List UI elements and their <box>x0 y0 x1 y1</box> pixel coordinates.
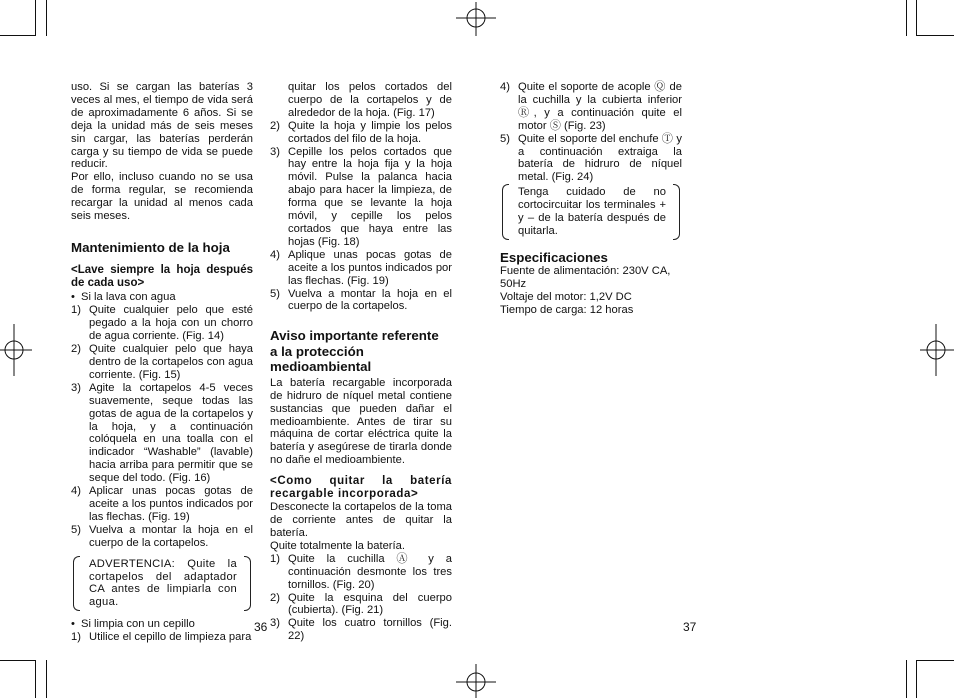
crop-mark <box>916 35 954 36</box>
bullet-item <box>71 618 253 631</box>
environment-text: La batería recargable incorporada de hidruro de níquel metal contiene sustancias que pueden dañar el medioambiente. Antes de tirar su máquina de cortar eléctrica quite la batería y asegúrese de tirarla donde no dañe el medioambiente. <box>270 376 452 467</box>
crop-mark <box>0 660 36 661</box>
crop-mark <box>906 660 907 698</box>
battery-removal-subheading: <Como quitar la batería recargable incorporada> <box>270 475 452 501</box>
spec-line: Fuente de alimentación: 230V CA, 50Hz <box>500 265 671 291</box>
crop-mark <box>906 0 907 36</box>
step-text: Aplique unas pocas gotas de aceite a los puntos indicados por las flechas. (Fig. 19) <box>288 248 452 287</box>
step-text: Cepille los pelos cortados que hay entre la hoja fija y la hoja móvil. Pulse la palanca hacia abajo para hacer la limpieza, de forma que se levante la hoja móvil, y cepille los pelos cortados que haya entre las hojas (Fig. 18) <box>288 145 452 248</box>
warning-box <box>500 186 682 238</box>
crop-mark <box>46 660 47 698</box>
step-text: Vuelva a montar la hoja en el cuerpo de la cortapelos. <box>89 523 253 549</box>
list-item <box>270 592 452 618</box>
crop-mark <box>916 0 917 36</box>
crop-mark <box>916 660 917 698</box>
bullet-icon: • <box>71 618 75 631</box>
step-text: Quite los cuatro tornillos (Fig. 22) <box>288 617 452 643</box>
crop-mark <box>0 35 36 36</box>
list-item <box>71 631 253 644</box>
environment-heading: Aviso importante referente a la protección medioambiental <box>270 328 439 375</box>
list-item <box>71 343 253 382</box>
step-number: 5) <box>270 287 280 300</box>
warning-box <box>71 558 253 610</box>
step-number: 1) <box>71 631 81 644</box>
crop-mark <box>46 0 47 36</box>
intro-paragraph: uso. Si se cargan las baterías 3 veces al mes, el tiempo de vida será de aproximadamente 6 años. Si se deja la unidad más de seis meses sin cargar, las baterías perderán carga y su tiempo de vida se puede reducir. <box>71 81 253 171</box>
step-number: 1) <box>71 304 81 317</box>
bullet-icon: • <box>71 291 75 304</box>
step-number: 2) <box>270 591 280 604</box>
list-item <box>270 617 452 643</box>
continued-text: quitar los pelos cortados del cuerpo de la cortapelos y de alrededor de la hoja. (Fig. 17) <box>288 81 452 119</box>
list-item <box>71 485 253 524</box>
battery-steps-list-cont <box>500 81 682 184</box>
step-text: Vuelva a montar la hoja en el cuerpo de la cortapelos. <box>288 287 452 313</box>
crop-mark <box>916 660 954 661</box>
battery-removal-text: Desconecte la cortapelos de la toma de corriente antes de quitar la batería. <box>270 501 452 539</box>
step-text: Quite cualquier pelo que haya dentro de la cortapelos con agua corriente. (Fig. 15) <box>89 343 253 381</box>
step-number: 1) <box>270 552 280 565</box>
list-item <box>270 146 452 249</box>
list-item <box>270 553 452 592</box>
bullet-text: Si la lava con agua <box>81 291 176 304</box>
step-number: 3) <box>270 145 280 158</box>
step-number: 5) <box>500 132 510 145</box>
spec-line: Tiempo de carga: 12 horas <box>500 304 634 317</box>
step-number: 4) <box>500 81 510 93</box>
list-item <box>270 288 452 314</box>
registration-mark <box>0 320 34 380</box>
warning-bracket-left <box>73 556 80 612</box>
list-item <box>500 81 682 133</box>
step-number: 2) <box>270 119 280 132</box>
registration-mark <box>448 2 504 36</box>
warning-text: ADVERTENCIA: Quite la cortapelos del adaptador CA antes de limpiarla con agua. <box>89 557 237 609</box>
step-text: Utilice el cepillo de limpieza para <box>89 631 252 644</box>
warning-bracket-right <box>673 184 680 240</box>
page-number-right: 37 <box>683 620 697 634</box>
specifications-heading: Especificaciones <box>500 249 608 265</box>
step-number: 3) <box>71 381 81 394</box>
step-text: Aplicar unas pocas gotas de aceite a los puntos indicados por las flechas. (Fig. 19) <box>89 485 253 523</box>
list-item <box>71 524 253 550</box>
step-number: 2) <box>71 343 81 356</box>
bullet-text: Si limpia con un cepillo <box>81 618 195 631</box>
brush-steps-list <box>71 631 253 644</box>
wash-steps-list <box>71 304 253 549</box>
crop-mark <box>35 660 36 698</box>
spec-line: Voltaje del motor: 1,2V DC <box>500 291 632 304</box>
bullet-item <box>71 291 253 304</box>
maintenance-heading: Mantenimiento de la hoja <box>71 239 230 255</box>
step-text: Agite la cortapelos 4-5 veces suavemente, seque todas las gotas de agua de la cortapelos y la hoja, y a continuación colóquela en una toalla con el indicador “Washable” (lavable) hacia arriba para permitir que se seque del todo. (Fig. 16) <box>89 381 253 485</box>
step-text: Quite el soporte del enchufe Ⓣ y a continuación extraiga la batería de hidruro de níquel metal. (Fig. 24) <box>518 132 682 184</box>
battery-removal-text-2: Quite totalmente la batería. <box>270 539 405 552</box>
step-text: Quite la esquina del cuerpo (cubierta). (Fig. 21) <box>288 591 452 617</box>
warning-bracket-left <box>502 184 509 240</box>
maintenance-subheading: <Lave siempre la hoja después de cada uso> <box>71 264 253 290</box>
intro-paragraph-2: Por ello, incluso cuando no se usa de forma regular, se recomienda recargar la unidad al menos cada seis meses. <box>71 171 253 223</box>
list-item <box>71 382 253 485</box>
step-number: 5) <box>71 523 81 536</box>
crop-mark <box>35 0 36 36</box>
step-text: Quite cualquier pelo que esté pegado a la hoja con un chorro de agua corriente. (Fig. 14) <box>89 304 253 343</box>
step-number: 4) <box>71 485 81 498</box>
step-number: 3) <box>270 617 280 630</box>
page-number-left: 36 <box>254 620 268 634</box>
warning-bracket-right <box>244 556 251 612</box>
step-number: 4) <box>270 248 280 261</box>
registration-mark <box>448 664 504 698</box>
step-text: Quite el soporte de acople Ⓠ de la cuchilla y la cubierta inferior Ⓡ, y a continuación quite el motor Ⓢ (Fig. 23) <box>518 81 682 132</box>
list-item <box>270 249 452 288</box>
step-text: Quite la hoja y limpie los pelos cortados del filo de la hoja. <box>288 119 452 145</box>
battery-steps-list <box>270 553 452 643</box>
warning-text: Tenga cuidado de no cortocircuitar los terminales + y – de la batería después de quitarla. <box>518 186 666 237</box>
step-text: Quite la cuchilla Ⓐ y a continuación desmonte los tres tornillos. (Fig. 20) <box>288 552 452 591</box>
registration-mark <box>918 320 954 380</box>
column-2 <box>270 81 452 643</box>
list-item <box>71 304 253 343</box>
column-3 <box>500 81 682 317</box>
list-item <box>500 133 682 185</box>
column-1 <box>71 81 253 644</box>
brush-steps-list-cont <box>270 120 452 314</box>
list-item <box>270 120 452 146</box>
